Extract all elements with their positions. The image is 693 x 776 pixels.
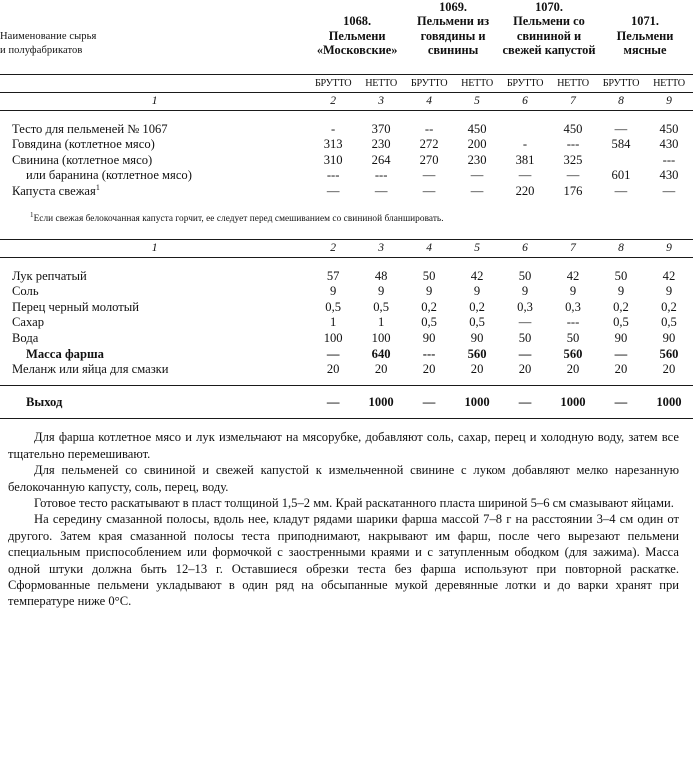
- colnum-1: 1: [151, 94, 158, 107]
- colnum-2: 2: [330, 94, 337, 107]
- row-value-col-8: 584: [611, 137, 631, 152]
- instruction-paragraph: На середину смазанной полосы, вдоль нее, кладут рядами шарики фарша массой 7–8 г на расстоянии 3–4 см один от другого. Затем края смазанной полосы теста приподнимают, накрывают им фарш, после чего вырезают пельмени специальным приспособлением или формочкой с заостренными краями и с затупленным ободком (для зажима). Масса одной штуки должна быть 12–13 г. Оставшиеся обрезки теста без фарша используют при повторной раскатке. Сформованные пельмени укладывают в один ряд на обсыпанные мукой деревянные лотки и до варки хранят при температуре ниже 0°С.: [8, 512, 679, 609]
- table1-group-1071: [597, 0, 693, 58]
- row-value-col-7: 450: [563, 121, 583, 136]
- row-value-col-7: ---: [566, 137, 580, 152]
- row-value-col-7: 176: [563, 184, 583, 198]
- measure-label-9: НЕТТО: [653, 77, 685, 89]
- row-value-col-4: 90: [422, 330, 436, 345]
- table-row: [0, 184, 693, 200]
- table1-name-header: [0, 0, 309, 58]
- row-value-col-5: 0,2: [469, 299, 485, 314]
- row-value-col-7: 0,3: [565, 299, 581, 314]
- colnum-6: 6: [522, 94, 528, 107]
- t2-colnum-8: 8: [618, 241, 624, 254]
- group-number-1070: 1070.: [535, 0, 563, 14]
- ingredient-table-2-container: [0, 239, 693, 420]
- t2-colnum-7: 7: [570, 241, 576, 254]
- footnote-text: Если свежая белокочанная капуста горчит, ее следует перед смешиванием со свининой бланшировать.: [33, 213, 444, 224]
- row-value-col-3: —: [374, 184, 388, 198]
- row-label: Сахар: [12, 315, 45, 330]
- row-value-col-6: —: [518, 315, 532, 330]
- row-value-col-9: 430: [659, 168, 679, 183]
- row-value-col-4: 9: [425, 284, 433, 299]
- row-value-col-6: —: [518, 168, 532, 183]
- row-value-col-6: [501, 122, 549, 138]
- row-value-col-5: —: [470, 168, 484, 183]
- row-value-col-5: 1000: [464, 394, 490, 409]
- ingredient-table-1-container: [0, 0, 693, 200]
- row-value-col-9: 560: [659, 346, 679, 361]
- measure-label-5: НЕТТО: [461, 77, 493, 89]
- row-value-col-6: -: [522, 137, 528, 152]
- row-value-col-5: —: [470, 184, 484, 198]
- row-value-col-8: [597, 153, 645, 169]
- measure-label-7: НЕТТО: [557, 77, 589, 89]
- row-label: Вода: [12, 330, 39, 345]
- row-value-col-9: 0,2: [661, 299, 677, 314]
- row-value-col-8: 0,2: [613, 299, 629, 314]
- table1-footnote: [0, 200, 693, 225]
- t2-colnum-5: 5: [474, 241, 480, 254]
- row-label: или баранина (котлетное мясо): [26, 168, 192, 183]
- row-value-col-9: —: [662, 184, 676, 198]
- row-label: Свинина (котлетное мясо): [12, 152, 153, 167]
- row-value-col-7: 1000: [560, 394, 586, 409]
- row-value-col-4: 270: [419, 152, 439, 167]
- row-value-col-2: 1: [330, 315, 337, 330]
- row-value-col-3: 1: [377, 315, 385, 330]
- table1-body: [0, 122, 693, 200]
- row-value-col-3: ---: [374, 168, 388, 183]
- t2-colnum-1: 1: [151, 241, 158, 254]
- row-value-col-6: 20: [518, 362, 532, 377]
- row-value-col-8: —: [614, 121, 628, 136]
- table1-measure-spacer: [0, 75, 309, 92]
- row-value-col-4: 20: [422, 362, 436, 377]
- row-value-col-3: 1000: [368, 394, 394, 409]
- row-value-col-2: 9: [330, 284, 337, 299]
- t2-colnum-9: 9: [666, 241, 672, 254]
- row-value-col-4: 0,2: [421, 299, 437, 314]
- row-label: Меланж или яйца для смазки: [12, 362, 169, 377]
- row-value-col-2: —: [326, 346, 340, 361]
- group-title-1070: Пельмени со свининой и свежей капустой: [502, 14, 596, 58]
- row-value-col-7: 560: [563, 346, 583, 361]
- row-value-col-4: —: [422, 184, 436, 198]
- row-value-col-2: 57: [326, 268, 340, 283]
- group-number-1068: 1068.: [343, 14, 372, 29]
- row-value-col-6: —: [518, 394, 532, 409]
- row-value-col-9: 430: [659, 137, 679, 152]
- table1-group-header-row: [0, 0, 693, 58]
- row-value-col-8: 9: [617, 284, 625, 299]
- row-value-col-6: 381: [515, 152, 535, 167]
- ingredient-table-2: [0, 239, 693, 420]
- table-row: [0, 315, 693, 331]
- row-value-col-8: —: [614, 394, 628, 409]
- table-row: [0, 347, 693, 363]
- measure-label-3: НЕТТО: [365, 77, 397, 89]
- row-value-col-4: 0,5: [421, 315, 437, 330]
- table-row: [0, 284, 693, 300]
- table2-colnum-row: [0, 240, 693, 257]
- row-value-col-7: 50: [566, 330, 580, 345]
- colnum-8: 8: [618, 94, 624, 107]
- group-title-1071: Пельмени мясные: [616, 28, 674, 58]
- row-value-col-6: 50: [518, 268, 532, 283]
- table2-total: [0, 395, 693, 411]
- row-label: Соль: [12, 284, 39, 299]
- group-title-1069: Пельмени из говядины и свинины: [417, 14, 490, 58]
- measure-label-2: БРУТТО: [314, 77, 352, 89]
- row-value-col-8: 20: [614, 362, 628, 377]
- row-value-col-9: 450: [659, 121, 679, 136]
- group-title-1068: Пельмени «Московские»: [316, 28, 398, 58]
- colnum-3: 3: [378, 94, 384, 107]
- row-value-col-9: 20: [662, 362, 676, 377]
- footnote-marker: 1: [30, 210, 34, 219]
- row-value-col-9: 0,5: [661, 315, 677, 330]
- row-value-col-5: 0,5: [469, 315, 485, 330]
- row-value-col-8: 0,5: [613, 315, 629, 330]
- t2-colnum-6: 6: [522, 241, 528, 254]
- group-number-1071: 1071.: [631, 14, 659, 29]
- row-value-col-2: -: [331, 121, 336, 136]
- t2-colnum-2: 2: [330, 241, 337, 254]
- colnum-5: 5: [474, 94, 480, 107]
- row-value-col-4: --: [424, 121, 434, 136]
- row-value-col-2: ---: [326, 168, 340, 183]
- table1-group-1069: [405, 0, 501, 58]
- row-label: Лук репчатый: [12, 268, 87, 283]
- row-label: Тесто для пельменей № 1067: [12, 121, 168, 136]
- row-value-col-4: —: [422, 168, 436, 183]
- table-row: [0, 168, 693, 184]
- row-value-col-2: 0,5: [325, 299, 342, 314]
- group-number-1069: 1069.: [439, 0, 467, 14]
- table1-measure-row: [0, 75, 693, 92]
- row-value-col-4: 50: [422, 268, 436, 283]
- row-value-col-3: 370: [371, 121, 391, 136]
- row-value-col-5: 560: [467, 346, 487, 361]
- table1-name-header-line1: Наименование сырья: [0, 30, 97, 42]
- table-row: [0, 331, 693, 347]
- measure-label-6: БРУТТО: [506, 77, 544, 89]
- row-value-col-3: 0,5: [373, 299, 389, 314]
- row-label-footnote-marker: 1: [95, 182, 100, 192]
- colnum-7: 7: [570, 94, 576, 107]
- table-row: [0, 362, 693, 378]
- table-row: [0, 300, 693, 316]
- measure-label-8: БРУТТО: [602, 77, 640, 89]
- ingredient-table-1: [0, 0, 693, 200]
- table-row: [0, 122, 693, 138]
- row-value-col-3: 264: [371, 152, 391, 167]
- row-value-col-8: 50: [614, 268, 628, 283]
- row-value-col-7: 42: [566, 268, 580, 283]
- row-label: Масса фарша: [26, 346, 104, 361]
- measure-label-4: БРУТТО: [410, 77, 448, 89]
- row-label: Капуста свежая$^1$: [12, 182, 100, 198]
- row-value-col-3: 20: [374, 362, 388, 377]
- table-row: [0, 153, 693, 169]
- row-value-col-2: 100: [323, 330, 343, 345]
- row-value-col-4: —: [422, 394, 436, 409]
- t2-colnum-4: 4: [426, 241, 432, 254]
- row-value-col-8: —: [614, 184, 628, 198]
- row-value-col-2: 313: [323, 137, 343, 152]
- table1-name-header-line2: и полуфабрикатов: [0, 44, 83, 56]
- row-value-col-3: 100: [371, 330, 391, 345]
- row-value-col-2: —: [326, 394, 340, 409]
- row-value-col-7: 325: [563, 152, 583, 167]
- row-value-col-2: 310: [323, 152, 343, 167]
- row-label: Перец черный молотый: [12, 299, 139, 314]
- instruction-paragraph: Для пельменей со свининой и свежей капустой к измельченной свинине с луком добавляют мелко нарезанную белокочанную капусту, соль, перец, воду.: [8, 463, 679, 494]
- colnum-4: 4: [426, 94, 432, 107]
- row-value-col-6: —: [518, 346, 532, 361]
- row-value-col-4: 272: [419, 137, 439, 152]
- table-row: [0, 269, 693, 285]
- instruction-paragraph: Готовое тесто раскатывают в пласт толщиной 1,5–2 мм. Край раскатанного пласта шириной 5–6 см смазывают яйцами.: [34, 495, 674, 510]
- row-value-col-9: 1000: [656, 394, 682, 409]
- row-value-col-7: 20: [566, 362, 580, 377]
- row-value-col-3: 9: [377, 284, 385, 299]
- row-value-col-5: 42: [470, 268, 484, 283]
- table1-group-1068: [309, 0, 405, 58]
- row-value-col-7: ---: [566, 315, 580, 330]
- row-value-col-2: 20: [326, 362, 340, 377]
- row-value-col-3: 640: [371, 346, 391, 361]
- row-value-col-6: 50: [518, 330, 532, 345]
- row-value-col-6: 220: [515, 184, 535, 198]
- row-label: Выход: [26, 394, 63, 409]
- row-value-col-7: 9: [569, 284, 577, 299]
- table2-body: [0, 269, 693, 378]
- row-value-col-7: —: [566, 168, 580, 183]
- instruction-paragraph: Для фарша котлетное мясо и лук измельчают на мясорубке, добавляют соль, сахар, перец и холодную воду, затем все тщательно перемешивают.: [8, 430, 679, 461]
- row-value-col-8: 90: [614, 330, 628, 345]
- row-value-col-5: 200: [467, 137, 487, 152]
- row-value-col-9: ---: [662, 152, 676, 167]
- row-value-col-6: 9: [521, 284, 529, 299]
- table1-colnum-row: [0, 93, 693, 110]
- row-value-col-5: 9: [473, 284, 481, 299]
- row-value-col-5: 230: [467, 152, 487, 167]
- row-value-col-6: 0,3: [517, 299, 533, 314]
- table1-group-1070: [501, 0, 597, 58]
- row-value-col-5: 450: [467, 121, 487, 136]
- row-label: Говядина (котлетное мясо): [12, 137, 155, 152]
- table-row: [0, 137, 693, 153]
- t2-colnum-3: 3: [378, 241, 384, 254]
- row-value-col-9: 90: [662, 330, 676, 345]
- row-value-col-9: 42: [662, 268, 676, 283]
- row-value-col-3: 230: [371, 137, 391, 152]
- row-value-col-2: —: [326, 184, 340, 198]
- row-value-col-9: 9: [665, 284, 673, 299]
- row-value-col-8: 601: [611, 168, 631, 183]
- row-value-col-3: 48: [374, 268, 388, 283]
- colnum-9: 9: [666, 94, 672, 107]
- row-value-col-4: ---: [422, 346, 436, 361]
- row-value-col-8: —: [614, 346, 628, 361]
- table-row: [0, 395, 693, 411]
- row-value-col-5: 90: [470, 330, 484, 345]
- row-value-col-5: 20: [470, 362, 484, 377]
- instructions-text: [0, 419, 693, 609]
